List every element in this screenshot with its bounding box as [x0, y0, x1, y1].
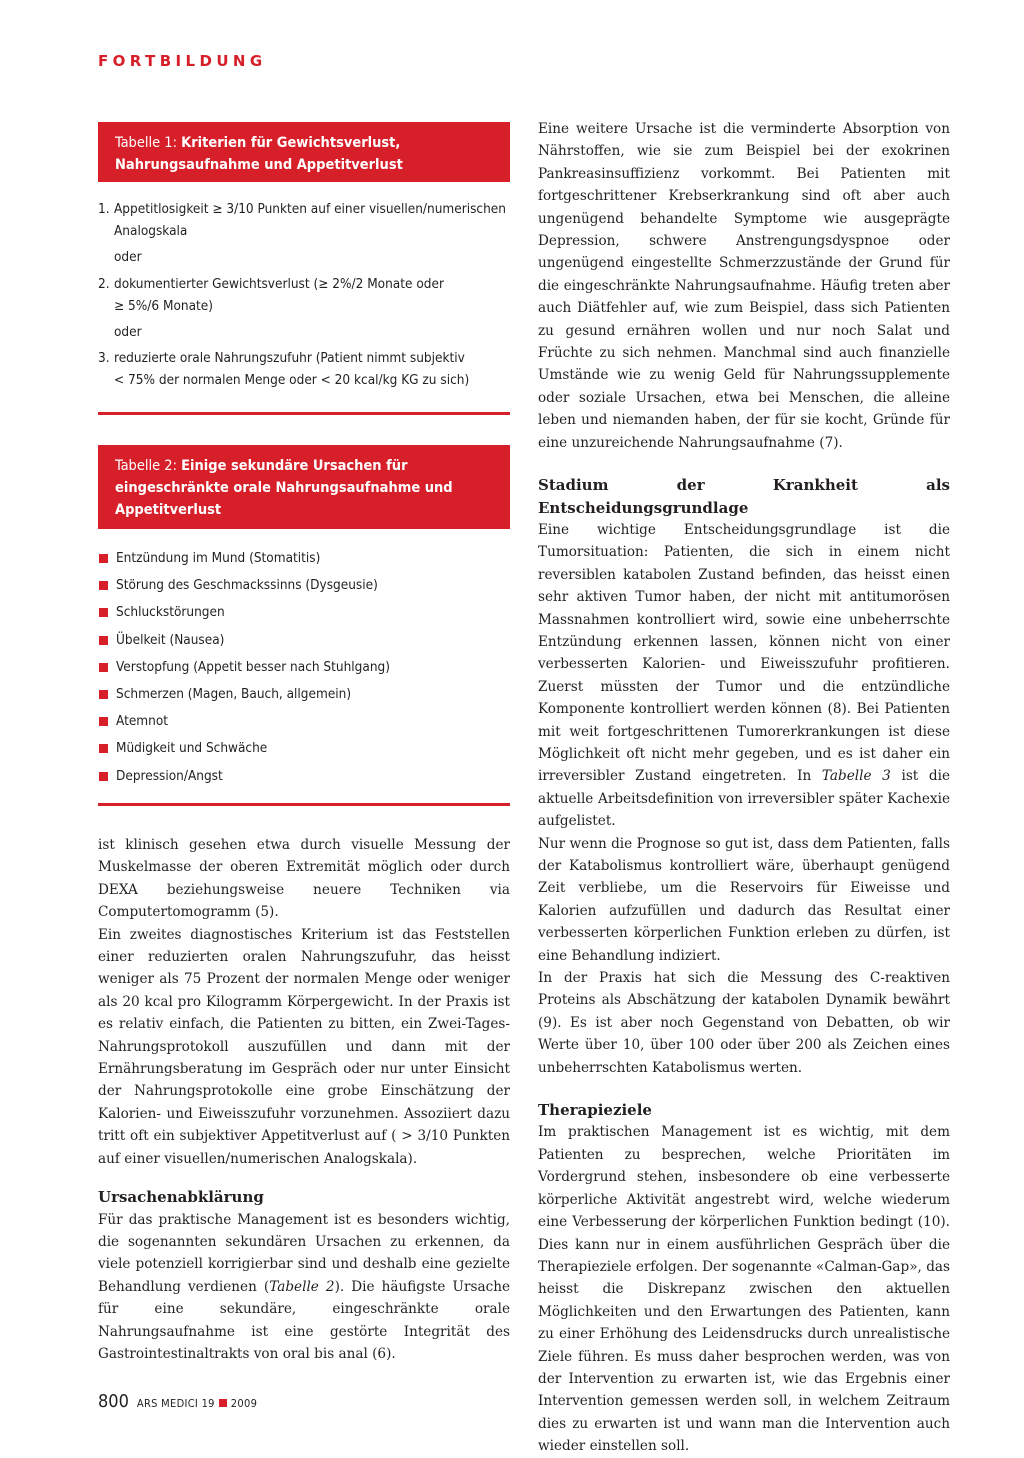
table2-number: Tabelle 2: — [115, 458, 182, 474]
left-column-text — [98, 834, 510, 1365]
bullet-square-icon — [99, 690, 108, 699]
section-label: FORTBILDUNG — [98, 52, 267, 70]
table2-title: Einige sekundäre Ursachen für eingeschränkte orale Nahrungsaufnahme und Appetitverlust — [115, 458, 453, 518]
list-item: Müdigkeit und Schwäche — [98, 735, 510, 762]
item-number: 1. — [98, 201, 110, 217]
table1-item — [98, 198, 510, 242]
paragraph: Eine wichtige Entscheidungsgrundlage ist die Tumorsituation: Patienten, die sich in einem nicht reversiblen katabolen Zustand befinden, das heisst einen sehr aktiven Tumor haben, der nicht mit antitumorösen Massnahmen kontrolliert wird, sowie eine unbeherrschte Entzündung erkennen lassen, können nicht von einer verbesserten Kalorien- und Eiweisszufuhr profitieren. Zuerst müssten der Tumor und die entzündliche Komponente kontrolliert werden können (8). Bei Patienten mit weit fortgeschrittenen Tumorerkrankungen ist diese Möglichkeit oft nicht mehr gegeben, und es ist daher ein irreversibler Zustand eingetreten. In Tabelle 3 ist die aktuelle Arbeitsdefinition von irreversibler später Kachexie aufgelistet. — [538, 521, 950, 830]
list-item: Verstopfung (Appetit besser nach Stuhlgang) — [98, 654, 510, 681]
bullet-square-icon — [99, 717, 108, 726]
paragraph: Im praktischen Management ist es wichtig, mit dem Patienten zu besprechen, welche Prioritäten im Vordergrund stehen, insbesondere ob eine verbesserte körperliche Aktivität angestrebt wird, welche wiederum eine Verbesserung der körperlichen Funktion bedingt (10). Dies kann nur in einem ausführlichen Gespräch über die Therapieziele erfolgen. Der sogenannte «Calman-Gap», das heisst die Diskrepanz zwischen den aktuellen Möglichkeiten und den Erwartungen des Patienten, kann zu einer Erhöhung des Leidensdrucks durch unrealistische Ziele führen. Es muss daher besprochen werden, was von der Intervention zu erwarten ist, wie das Ergebnis einer Intervention gemessen werden soll, in welchem Zeitraum dies zu erwarten ist und wann man die Intervention auch wieder einstellen soll. — [538, 1124, 950, 1455]
item-line: ≥ 5%/6 Monate) — [114, 297, 214, 314]
bullet-square-icon — [99, 772, 108, 781]
bullet-square-icon — [99, 581, 108, 590]
list-item: Atemnot — [98, 708, 510, 735]
item-number: 3. — [98, 350, 110, 367]
bullet-square-icon — [99, 663, 108, 672]
bullet-square-icon — [99, 554, 108, 563]
list-item: Entzündung im Mund (Stomatitis) — [98, 545, 510, 572]
paragraph: ist klinisch gesehen etwa durch visuelle Messung der Muskelmasse der oberen Extremität möglich oder durch DEXA beziehungsweise neuere Techniken via Computertomogramm (5). — [98, 837, 510, 921]
item-line: Appetitlosigkeit ≥ 3/10 Punkten auf einer visuellen/numerischen — [114, 201, 506, 217]
table1-title: Kriterien für Gewichtsverlust, Nahrungsaufnahme und Appetitverlust — [115, 135, 403, 173]
journal-year: 2009 — [230, 1397, 258, 1410]
paragraph: In der Praxis hat sich die Messung des C-reaktiven Proteins als Abschätzung der katabolen Dynamik bewährt (9). Es ist aber noch Gegenstand von Debatten, ob wir Werte über 10, über 100 oder über 200 als Zeichen eines unbeherrschten Katabolismus werten. — [538, 970, 950, 1076]
list-item: Übelkeit (Nausea) — [98, 627, 510, 654]
table1-item — [98, 273, 510, 317]
paragraph: Nur wenn die Prognose so gut ist, dass dem Patienten, falls der Katabolismus kontrolliert wäre, überhaupt genügend Zeit verbliebe, um die Reservoirs für Eiweisse und Kalorien aufzufüllen und dadurch das Resultat einer verbesserten körperlichen Funktion erleben zu dürfen, ist eine Behandlung indiziert. — [538, 835, 950, 964]
table1-bottom-rule — [98, 412, 510, 415]
page-footer — [98, 1391, 257, 1412]
heading-ursachenabklaerung: Ursachenabklärung — [98, 1188, 264, 1207]
list-item: Störung des Geschmackssinns (Dysgeusie) — [98, 572, 510, 599]
paragraph: Ein zweites diagnostisches Kriterium ist das Feststellen einer reduzierten oralen Nahrungszufuhr, das heisst weniger als 75 Prozent der normalen Menge oder weniger als 20 kcal pro Kilogramm Körpergewicht. In der Praxis ist es relativ einfach, die Patienten zu bitten, ein Zwei-Tages-Nahrungsprotokoll auszufüllen und dann mit der Ernährungsberatung im Gespräch oder nur unter Einsicht der Nahrungsprotokolle eine grobe Einschätzung der Kalorien- und Eiweisszufuhr vorzunehmen. Assoziiert dazu tritt oft ein subjektiver Appetitverlust auf ( > 3/10 Punkten auf einer visuellen/numerischen Analogskala). — [98, 926, 510, 1167]
bullet-square-icon — [99, 744, 108, 753]
heading-therapieziele: Therapieziele — [538, 1101, 652, 1120]
right-column-text — [538, 118, 950, 1458]
table1-header — [98, 122, 510, 182]
oder-label: oder — [114, 324, 142, 341]
list-item: Schluckstörungen — [98, 599, 510, 626]
table1-list — [98, 198, 510, 392]
journal-name: ARS MEDICI 19 — [136, 1397, 215, 1410]
paragraph: Eine weitere Ursache ist die verminderte Absorption von Nährstoffen, wie sie zum Beispiel bei der exokrinen Pankreasinsuffizienz vorkommt. Bei Patienten mit fortgeschrittener Krebserkrankung sind oft aber auch ungenügend behandelte Symptome wie ausgeprägte Depression, schwere Anstrengungsdyspnoe oder ungenügend eingestellte Schmerzzustände der Grund für die eingeschränkte Nahrungsaufnahme. Häufig treten aber auch Diätfehler auf, wie zum Beispiel, dass sich Patienten zu gesund ernähren wollen und nur noch Salat und Früchte zu sich nehmen. Manchmal sind auch finanzielle Umstände wie zu wenig Geld für Nahrungssupplemente oder soziale Ursachen, etwa bei Menschen, die alleine leben und niemanden haben, der für sie kocht, Gründe für eine unzureichende Nahrungsaufnahme (7). — [538, 121, 950, 451]
list-item: Schmerzen (Magen, Bauch, allgemein) — [98, 681, 510, 708]
page-number: 800 — [98, 1391, 129, 1412]
bullet-square-icon — [99, 636, 108, 645]
table2-list — [98, 545, 510, 790]
table1-number: Tabelle 1: — [115, 135, 182, 151]
item-line: reduzierte orale Nahrungszufuhr (Patient nimmt subjektiv — [114, 350, 465, 367]
table-reference: Tabelle 3 — [821, 768, 891, 785]
table1-item — [98, 347, 510, 391]
table-reference: Tabelle 2 — [269, 1278, 335, 1295]
item-number: 2. — [98, 275, 110, 292]
item-line: dokumentierter Gewichtsverlust (≥ 2%/2 Monate oder — [114, 275, 444, 292]
list-item: Depression/Angst — [98, 763, 510, 790]
item-line: Analogskala — [114, 223, 188, 240]
oder-label: oder — [114, 249, 142, 266]
table2-bottom-rule — [98, 803, 510, 806]
heading-stadium: Stadium der Krankheit als Entscheidungsgrundlage — [538, 476, 950, 517]
table2-header — [98, 445, 510, 529]
item-line: < 75% der normalen Menge oder < 20 kcal/kg KG zu sich) — [114, 372, 470, 389]
footer-square-icon — [219, 1399, 227, 1407]
paragraph: Für das praktische Management ist es besonders wichtig, die sogenannten sekundären Ursachen zu erkennen, da viele potenziell korrigierbar sind und deshalb eine gezielte Behandlung verdienen (Tabelle 2). Die häufigste Ursache für eine sekundäre, eingeschränkte orale Nahrungsaufnahme ist eine gestörte Integrität des Gastrointestinaltrakts von oral bis anal (6). — [98, 1211, 510, 1362]
bullet-square-icon — [99, 608, 108, 617]
